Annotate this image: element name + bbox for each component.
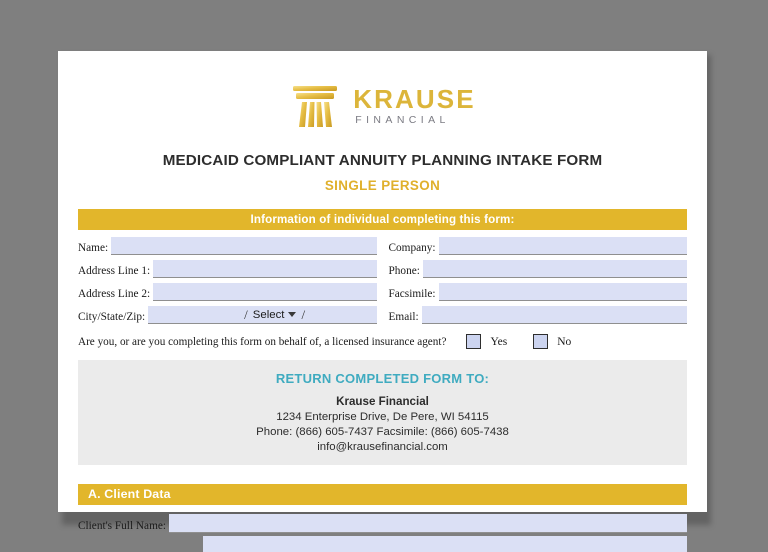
info-right-column (389, 235, 688, 327)
field-email (389, 304, 688, 324)
info-fields-grid (78, 230, 687, 327)
chevron-down-icon (288, 312, 296, 317)
logo-name: KRAUSE (353, 84, 476, 115)
return-address: 1234 Enterprise Drive, De Pere, WI 54115 (276, 411, 489, 423)
field-label: Client's Full Name: (78, 520, 167, 532)
section-a-banner: A. Client Data (78, 484, 687, 505)
address-line-1-input[interactable] (153, 260, 376, 278)
agent-no-label: No (557, 335, 572, 348)
field-facsimile (389, 281, 688, 301)
field-label: City/State/Zip: (78, 311, 146, 323)
field-label: Name: (78, 242, 109, 254)
return-title: RETURN COMPLETED FORM TO: (275, 371, 490, 386)
info-section-banner: Information of individual completing this form: (78, 209, 687, 230)
agent-no-checkbox[interactable] (533, 334, 548, 349)
page-subtitle: SINGLE PERSON (324, 178, 441, 193)
page-title: MEDICAID COMPLIANT ANNUITY PLANNING INTAKE FORM (162, 152, 603, 169)
agent-yes-group[interactable] (466, 334, 507, 349)
info-left-column (78, 235, 377, 327)
name-input[interactable] (111, 237, 376, 255)
zip-input[interactable] (307, 306, 376, 324)
logo-tagline: FINANCIAL (355, 114, 450, 127)
field-phone (389, 258, 688, 278)
separator-slash-left: / (244, 307, 248, 322)
logo-wordmark (353, 86, 475, 126)
field-label: Phone: (388, 265, 420, 277)
field-name (78, 235, 377, 255)
return-phone-fax: Phone: (866) 605-7437 Facsimile: (866) 605-7438 (256, 426, 509, 438)
section-a-fields (78, 505, 687, 552)
agent-yes-label: Yes (490, 335, 508, 348)
field-label: Address Line 1: (78, 265, 151, 277)
return-email: info@krausefinancial.com (317, 441, 448, 453)
field-client-full-name (78, 512, 687, 533)
field-address-line-1 (78, 258, 377, 278)
document-page (58, 51, 707, 532)
client-full-name-input[interactable] (169, 514, 687, 533)
company-input[interactable] (439, 237, 687, 255)
address-line-2-input[interactable] (153, 283, 376, 301)
pillar-icon (289, 81, 341, 131)
city-input[interactable] (148, 306, 242, 324)
return-company: Krause Financial (336, 395, 429, 408)
field-label: Company: (388, 242, 436, 254)
phone-input[interactable] (423, 260, 687, 278)
agent-yes-checkbox[interactable] (466, 334, 481, 349)
agent-no-group[interactable] (533, 334, 571, 349)
agent-question-row (78, 334, 687, 349)
field-next-partial-row (78, 536, 687, 552)
field-city-state-zip (78, 304, 377, 324)
field-company (389, 235, 688, 255)
return-address-block (78, 360, 687, 465)
next-field-input[interactable] (203, 536, 687, 552)
field-label: Facsimile: (388, 288, 436, 300)
email-input[interactable] (422, 306, 687, 324)
field-label: Address Line 2: (78, 288, 151, 300)
separator-slash-right: / (301, 307, 306, 322)
agent-question-text: Are you, or are you completing this form on behalf of, a licensed insurance agent? (78, 335, 447, 348)
facsimile-input[interactable] (439, 283, 687, 301)
brand-logo (58, 80, 707, 132)
state-select[interactable] (250, 306, 300, 324)
field-address-line-2 (78, 281, 377, 301)
state-select-value: Select (252, 308, 285, 321)
field-label: Email: (388, 311, 419, 323)
